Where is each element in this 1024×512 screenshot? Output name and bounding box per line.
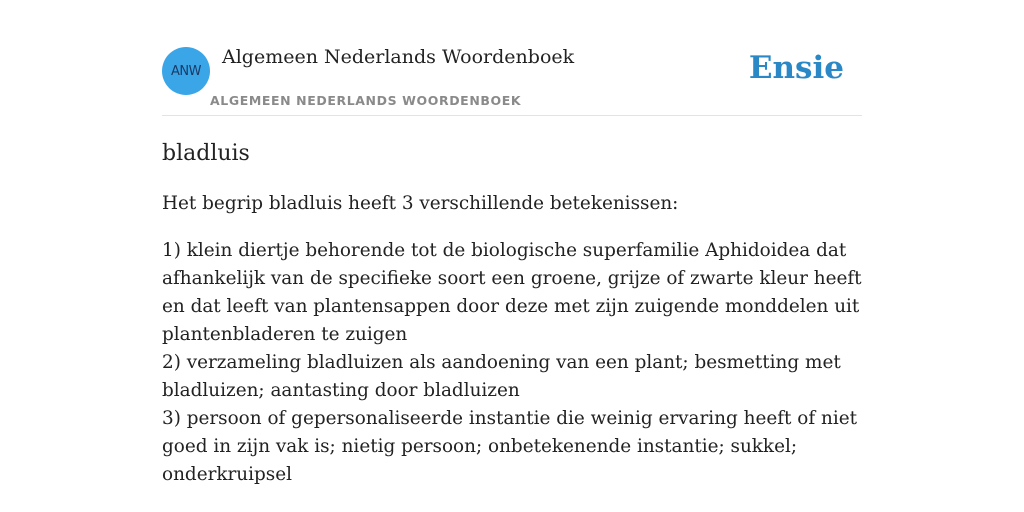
ensie-logo-link[interactable]: Ensie xyxy=(748,50,844,86)
definition-list xyxy=(162,237,862,489)
definition-item: 3) persoon of gepersonaliseerde instantie die weinig ervaring heeft of niet goed in zijn vak is; nietig persoon; onbetekenende instantie; sukkel; onderkruipsel xyxy=(162,408,857,485)
anw-logo[interactable]: ANW xyxy=(162,47,210,95)
source-subtitle: ALGEMEEN NEDERLANDS WOORDENBOEK xyxy=(210,93,522,108)
entry-word: bladluis xyxy=(162,141,250,166)
entry-intro: Het begrip bladluis heeft 3 verschillende betekenissen: xyxy=(162,193,679,214)
page-header xyxy=(162,0,862,116)
definition-item: 2) verzameling bladluizen als aandoening van een plant; besmetting met bladluizen; aantasting door bladluizen xyxy=(162,352,841,401)
source-title[interactable]: Algemeen Nederlands Woordenboek xyxy=(222,46,575,68)
definition-item: 1) klein diertje behorende tot de biologische superfamilie Aphidoidea dat afhankelijk van de specifieke soort een groene, grijze of zwarte kleur heeft en dat leeft van plantensappen door deze met zijn zuigende monddelen uit plantenbladeren te zuigen xyxy=(162,240,862,345)
entry-content xyxy=(162,138,862,489)
